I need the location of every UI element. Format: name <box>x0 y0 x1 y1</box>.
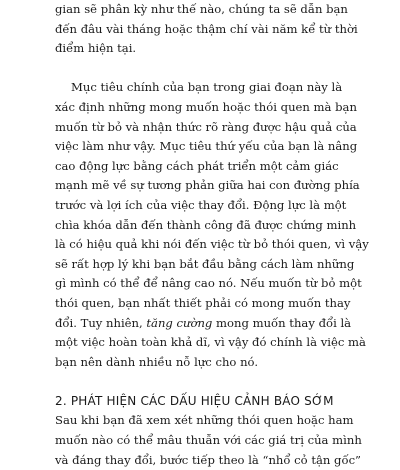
text-line: và đáng thay đổi, bước tiếp theo là “nhổ cỏ tận gốc” <box>55 452 361 467</box>
text-line: Mục tiêu chính của bạn trong giai đoạn này là <box>71 80 343 95</box>
emphasis-text: tăng cường <box>146 315 213 330</box>
text-line: điểm hiện tại. <box>55 41 137 56</box>
text-fragment: đổi. Tuy nhiên, <box>55 315 147 330</box>
paragraph-main-goal <box>55 78 369 372</box>
section-heading: 2. PHÁT HIỆN CÁC DẤU HIỆU CẢNH BÁO SỚM <box>55 393 334 408</box>
text-line: muốn từ bỏ và nhận thức rõ ràng được hậu quả của <box>55 119 357 134</box>
text-line: chìa khóa dẫn đến thành công đã được chứng minh <box>55 217 357 232</box>
text-fragment: mong muốn thay đổi là <box>212 315 352 330</box>
paragraph-next-step <box>55 411 362 470</box>
page-text <box>55 0 369 470</box>
paragraph-continuation <box>55 0 358 59</box>
text-line: xác định những mong muốn hoặc thói quen mà bạn <box>55 99 357 114</box>
text-line: bạn nên dành nhiều nỗ lực cho nó. <box>55 354 258 369</box>
text-line: thói quen, bạn nhất thiết phải có mong muốn thay <box>55 295 351 310</box>
paragraph-gap <box>55 59 355 79</box>
text-line: việc làm như vậy. Mục tiêu thứ yếu của bạn là nâng <box>55 139 358 154</box>
text-line: đến đâu vài tháng hoặc thậm chí vài năm kể từ thời <box>55 21 358 36</box>
text-line: sẽ rất hợp lý khi bạn bắt đầu bằng cách làm những <box>55 256 355 271</box>
text-line: gì mình có thể để nâng cao nó. Nếu muốn từ bỏ một <box>55 276 362 291</box>
text-line: gian sẽ phân kỳ như thế nào, chúng ta sẽ dẫn bạn <box>55 2 348 16</box>
text-line: muốn nào có thể mâu thuẫn với các giá trị của mình <box>55 433 362 448</box>
paragraph-gap <box>55 372 355 392</box>
text-line: một việc hoàn toàn khả dĩ, vì vậy đó chính là việc mà <box>55 335 366 350</box>
text-line: là có hiệu quả khi nói đến việc từ bỏ thói quen, vì vậy <box>55 237 369 252</box>
text-line: cao động lực bằng cách phát triển một cảm giác <box>55 158 339 173</box>
text-line-with-emphasis <box>55 314 355 334</box>
text-line: trước và lợi ích của việc thay đổi. Động lực là một <box>55 197 347 212</box>
text-line: mạnh mẽ về sự tương phản giữa hai con đường phía <box>55 178 360 193</box>
text-line: Sau khi bạn đã xem xét những thói quen hoặc ham <box>55 413 354 428</box>
